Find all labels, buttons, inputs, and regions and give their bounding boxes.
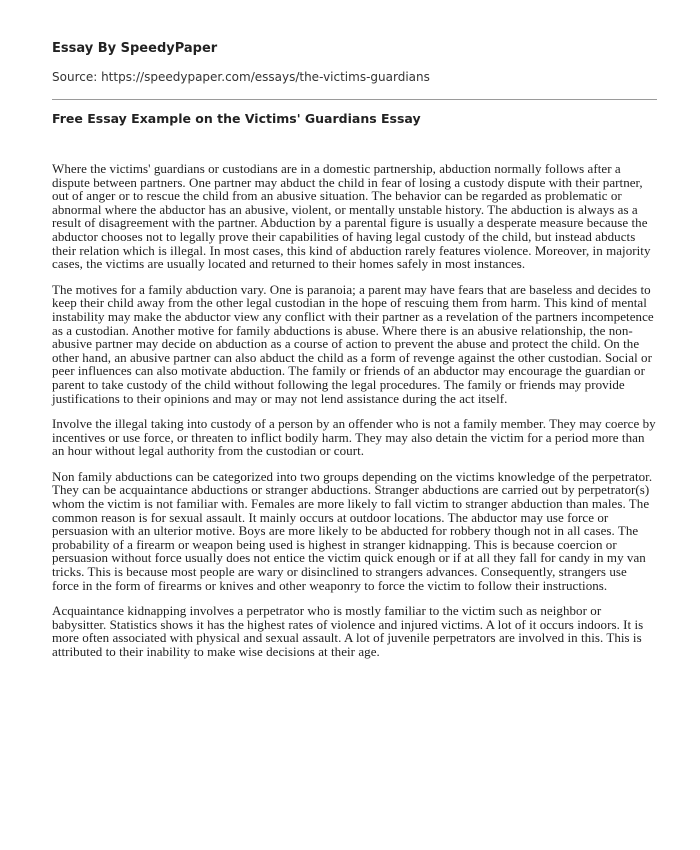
essay-body [52,162,657,659]
source-url: https://speedypaper.com/essays/the-victims-guardians [101,70,430,84]
paragraph-1: Where the victims' guardians or custodians are in a domestic partnership, abduction normally follows after a dispute between partners. One partner may abduct the child in fear of losing a custody dispute with their partner, out of anger or to rescue the child from an abusive situation. The behavior can be regarded as problematic or abnormal where the abductor has an abusive, violent, or mentally unstable history. The abduction is always as a result of disagreement with the partner. Abduction by a parental figure is usually a desperate measure because the abductor chooses not to legally prove their capabilities of having legal custody of the child, but instead abducts their relation which is illegal. In most cases, this kind of abduction rarely features violence. Moreover, in majority cases, the victims are usually located and returned to their homes safely in most instances. [52,161,651,272]
source-line [52,69,657,85]
paragraph-2: The motives for a family abduction vary. One is paranoia; a parent may have fears that are baseless and decides to keep their child away from the other legal custodian in the hope of rescuing them from harm. This kind of mental instability may make the abductor view any conflict with their partner as a revelation of the partners incompetence as a custodian. Another motive for family abductions is abuse. Where there is an abusive relationship, the non-abusive partner may decide on abduction as a course of action to prevent the abuse and protect the child. On the other hand, an abusive partner can also abduct the child as a form of revenge against the other custodian. Social or peer influences can also motivate abduction. The family or friends of an abductor may encourage the guardian or parent to take custody of the child without following the legal procedures. The family or friends may provide justifications to their opinions and may or may not lend assistance during the act itself. [52,281,654,406]
paragraph-5: Acquaintance kidnapping involves a perpetrator who is mostly familiar to the victim such as neighbor or babysitter. Statistics shows it has the highest rates of violence and injured victims. A lot of it occurs indoors. It is more often associated with physical and sexual assault. A lot of juvenile perpetrators are involved in this. This is attributed to their inability to make wise decisions at their age. [52,603,644,659]
source-label: Source: [52,70,102,84]
essay-page [52,40,657,671]
essay-title: Free Essay Example on the Victims' Guardians Essay [52,111,421,126]
paragraph-4: Non family abductions can be categorized into two groups depending on the victims knowledge of the perpetrator. They can be acquaintance abductions or stranger abductions. Stranger abductions are carried out by perpetrator(s) whom the victim is not familiar with. Females are more likely to fall victim to stranger abduction than males. The common reason is for sexual assault. It mainly occurs at outdoor locations. The abductor may use force or persuasion with an ulterior motive. Boys are more likely to be abducted for robbery though not in all cases. The probability of a firearm or weapon being used is highest in stranger kidnapping. This is because coercion or persuasion without force usually does not entice the victim quick enough or if at all they fall for candy in my van tricks. This is because most people are wary or disinclined to strangers advances. Consequently, strangers use force in the form of firearms or knives and other weaponry to force the victim to follow their instructions. [52,468,653,593]
brand-title: Essay By SpeedyPaper [52,41,218,56]
paragraph-3: Involve the illegal taking into custody of a person by an offender who is not a family member. They may coerce by incentives or use force, or threaten to inflict bodily harm. They may also detain the victim for a period more than an hour without legal authority from the custodian or court. [52,416,656,459]
essay-header [52,40,657,85]
header-divider [52,99,657,100]
